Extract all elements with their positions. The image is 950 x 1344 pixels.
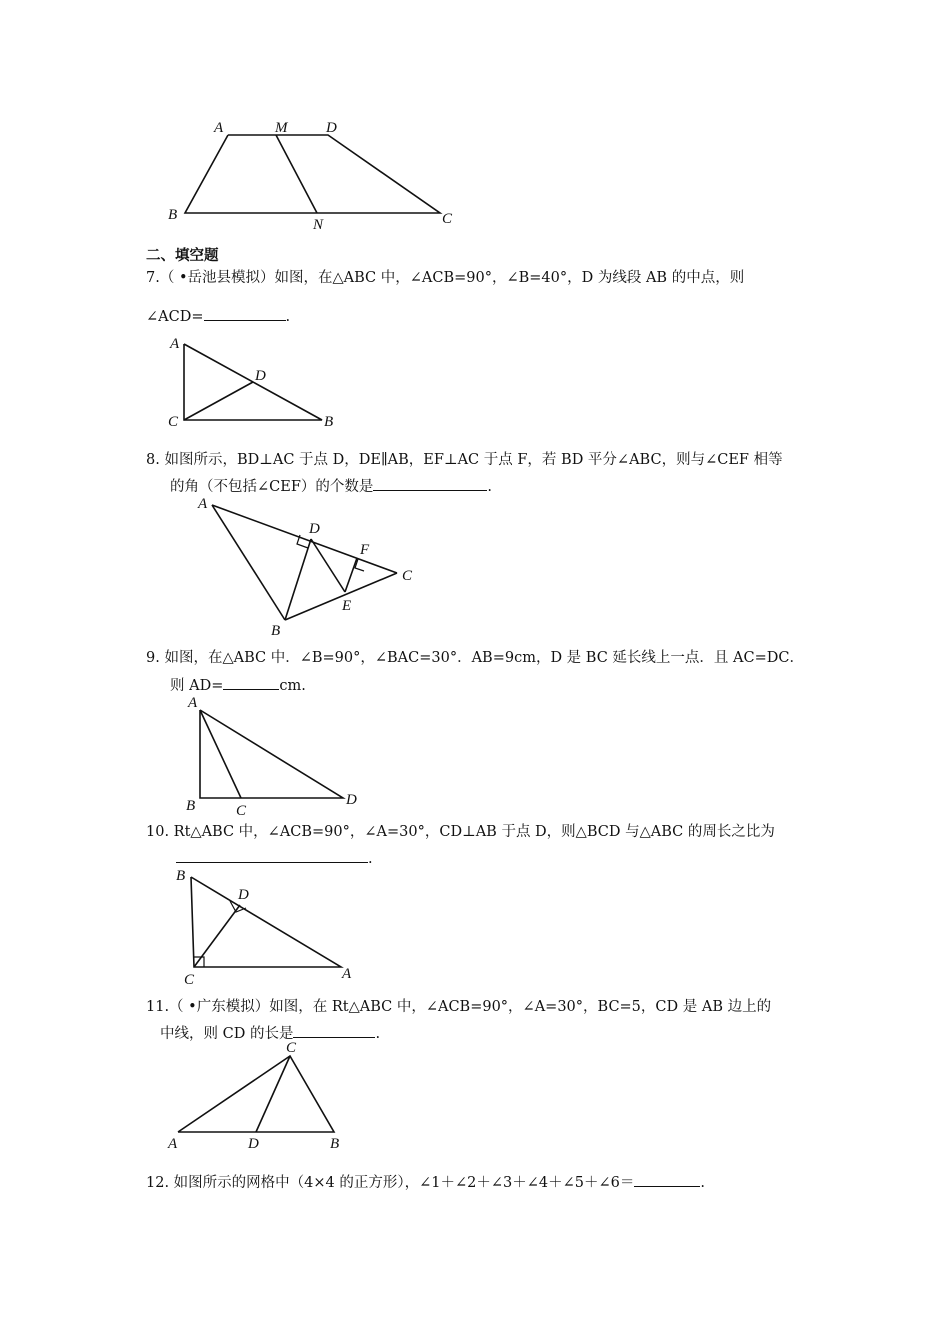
- label-B: B: [271, 623, 281, 639]
- label-C: C: [442, 211, 453, 227]
- figure-q10: [170, 862, 360, 990]
- q9-answer-blank[interactable]: [223, 675, 279, 690]
- label-A: A: [342, 966, 352, 982]
- label-D: D: [326, 120, 337, 136]
- segment-MN: [276, 135, 317, 213]
- q9-triangle: [200, 710, 343, 798]
- label-N: N: [313, 217, 324, 233]
- q9-line1: 9. 如图，在△ABC 中．∠B=90°，∠BAC=30°．AB=9cm，D 是 BC 延长线上一点．且 AC=DC．: [146, 650, 804, 666]
- label-A: A: [168, 1136, 178, 1152]
- q11-triangle: [178, 1056, 334, 1132]
- label-C: C: [286, 1040, 297, 1056]
- q11-suffix: .: [375, 1026, 381, 1042]
- trapezoid-outline: [185, 135, 440, 213]
- label-D: D: [248, 1136, 259, 1152]
- label-D: D: [346, 792, 357, 808]
- q7-line2: [146, 306, 290, 327]
- label-A: A: [198, 496, 208, 512]
- q7-answer-blank[interactable]: [204, 306, 286, 321]
- q10-suffix: .: [368, 851, 373, 867]
- label-B: B: [176, 868, 186, 884]
- label-B: B: [324, 414, 334, 430]
- q8-line1: 8. 如图所示，BD⊥AC 于点 D，DE∥AB，EF⊥AC 于点 F，若 BD 平分∠ABC，则与∠CEF 相等: [146, 452, 783, 468]
- q12-text: 12. 如图所示的网格中（4×4 的正方形），∠1＋∠2＋∠3＋∠4＋∠5＋∠6＝: [146, 1175, 635, 1191]
- label-M: M: [275, 120, 288, 136]
- q9-prefix: 则 AD=: [170, 678, 224, 694]
- q11-line1: 11.（ •广东模拟）如图，在 Rt△ABC 中，∠ACB=90°，∠A=30°，BC=5，CD 是 AB 边上的: [146, 999, 772, 1015]
- label-F: F: [360, 542, 370, 558]
- label-D: D: [238, 887, 249, 903]
- q8-prefix: 的角（不包括∠CEF）的个数是: [170, 479, 374, 495]
- q9-suffix: cm.: [279, 678, 306, 694]
- q10-line1: 10. Rt△ABC 中，∠ACB=90°，∠A=30°，CD⊥AB 于点 D，则△BCD 与△ABC 的周长之比为: [146, 824, 775, 840]
- q8-suffix: .: [487, 479, 492, 495]
- label-C: C: [402, 568, 413, 584]
- q8-BC: [285, 573, 397, 620]
- label-B: B: [330, 1136, 340, 1152]
- label-A: A: [170, 336, 180, 352]
- q7-line1: 7.（ •岳池县模拟）如图，在△ABC 中，∠ACB=90°，∠B=40°，D 为线段 AB 的中点，则: [146, 270, 745, 286]
- label-E: E: [342, 598, 352, 614]
- q10-triangle: [191, 877, 341, 967]
- label-C: C: [236, 803, 247, 819]
- q12-answer-blank[interactable]: [634, 1172, 700, 1187]
- figure-q9: [180, 690, 370, 820]
- label-C: C: [168, 414, 179, 430]
- q10-answer-blank[interactable]: [176, 848, 368, 863]
- q7-segment-CD: [184, 382, 253, 420]
- q10-segment-CD: [194, 905, 240, 967]
- label-B: B: [186, 798, 196, 814]
- q8-EF: [345, 558, 357, 592]
- q11-prefix: 中线，则 CD 的长是: [160, 1026, 294, 1042]
- section-title: 二、填空题: [146, 248, 219, 264]
- label-B: B: [168, 207, 178, 223]
- q8-answer-blank[interactable]: [373, 476, 487, 491]
- label-D: D: [309, 521, 320, 537]
- figure-q11: [160, 1036, 360, 1154]
- q12-suffix: .: [700, 1175, 705, 1191]
- label-D: D: [255, 368, 266, 384]
- q7-prefix: ∠ACD=: [146, 309, 204, 325]
- label-C: C: [184, 972, 195, 988]
- q8-BD: [285, 539, 311, 620]
- figure-q8: [190, 490, 430, 640]
- q8-AB: [212, 505, 285, 620]
- q12-line1: [146, 1172, 705, 1193]
- label-A: A: [188, 695, 198, 711]
- figure-trapezoid: [160, 110, 470, 235]
- figure-q7: [160, 330, 350, 435]
- q8-AC: [212, 505, 397, 573]
- label-A: A: [214, 120, 224, 136]
- q7-suffix: .: [285, 309, 291, 325]
